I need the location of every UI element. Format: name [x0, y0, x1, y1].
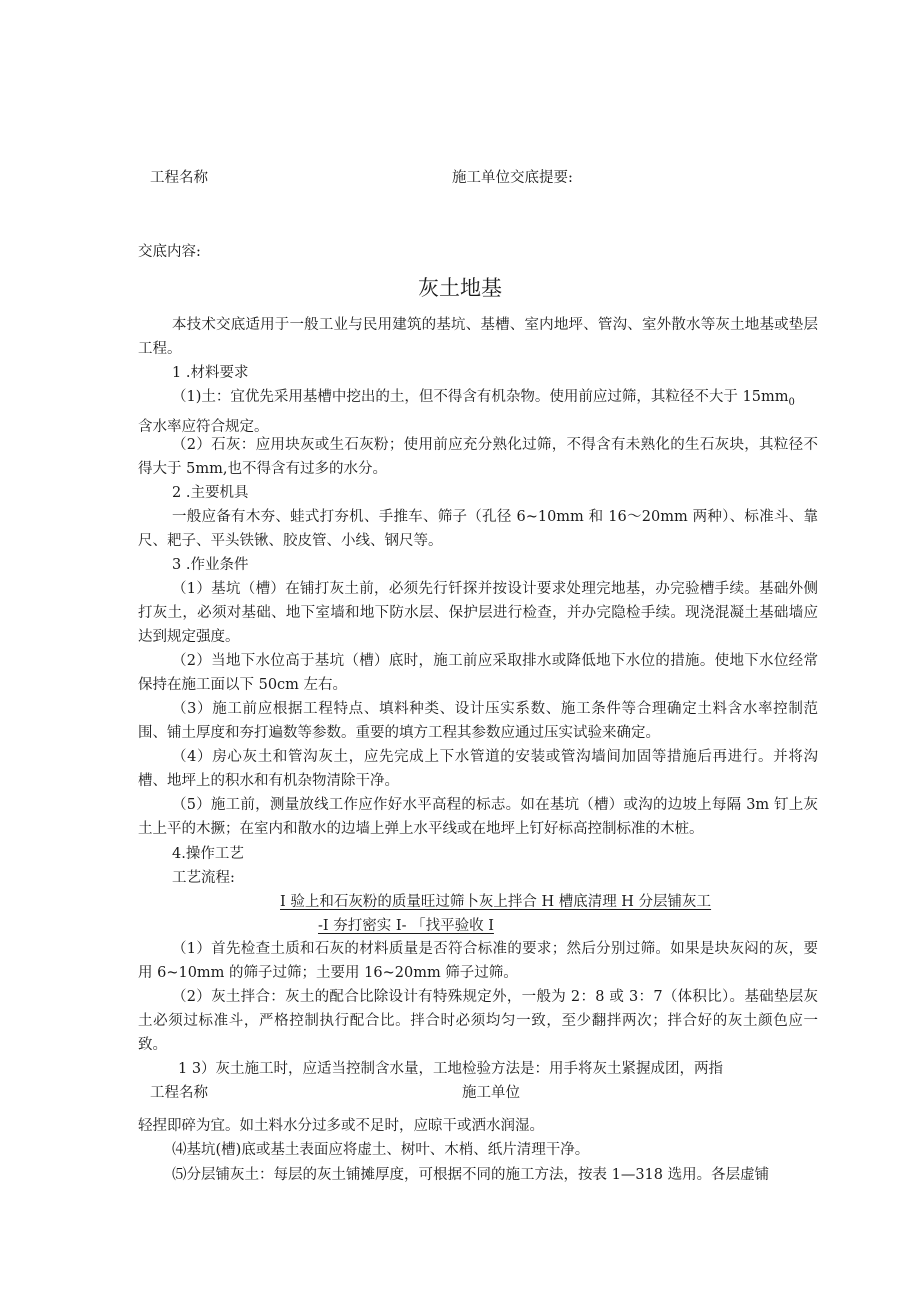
flow-line-1: I 验上和石灰粉的质量旺过筛卜灰上拌合 H 槽底清理 H 分层铺灰工	[280, 894, 712, 910]
section4-item2: （2）灰土拌合：灰土的配合比除设计有特殊规定外，一般为 2：8 或 3：7（体积比）。基础垫层灰土必须过标准斗，严格控制执行配合比。拌合时必须均匀一致，至少翻拌两次；拌合好的灰土颜色应一致。	[138, 989, 818, 1053]
intro-paragraph: 本技术交底适用于一般工业与民用建筑的基坑、基槽、室内地坪、管沟、室外散水等灰土地基或垫层工程。	[138, 317, 818, 357]
section1-item1	[138, 385, 818, 439]
section3-item2: （2）当地下水位高于基坑（槽）底时，施工前应采取排水或降低地下水位的措施。使地下水位经常保持在施工面以下 50cm 左右。	[138, 653, 818, 693]
continuation-line: 轻捏即碎为宜。如土料水分过多或不足时，应晾干或洒水润湿。	[138, 1118, 544, 1134]
project-name-label: 工程名称	[150, 170, 208, 186]
footer-unit-label: 施工单位	[462, 1085, 520, 1101]
flow-label: 工艺流程:	[172, 870, 235, 886]
section3-item4: （4）房心灰土和管沟灰土，应先完成上下水管道的安装或管沟墙间加固等措施后再进行。并将沟槽、地坪上的积水和有机杂物清除干净。	[138, 749, 818, 789]
section4-item5: ⑸分层铺灰土：每层的灰土铺摊厚度，可根据不同的施工方法，按表 1—318 选用。各层虚铺	[172, 1167, 770, 1183]
section1-heading: 1 .材料要求	[172, 365, 249, 381]
section4-heading: 4.操作工艺	[172, 846, 244, 862]
section2-heading: 2 .主要机具	[172, 485, 249, 501]
section4-item3: 1 3）灰土施工时，应适当控制含水量，工地检验方法是：用手将灰土紧握成团，两指	[178, 1061, 724, 1077]
section1-item1-text: （1)土：宜优先采用基槽中挖出的土，但不得含有机杂物。使用前应过筛，其粒径不大于 15mm	[172, 389, 789, 405]
content-label: 交底内容:	[138, 244, 201, 260]
unit-summary-label: 施工单位交底提要:	[452, 170, 573, 186]
footer-project-name-label: 工程名称	[150, 1085, 208, 1101]
section3-item5: （5）施工前，测量放线工作应作好水平高程的标志。如在基坑（槽）或沟的边坡上每隔 3m 钉上灰土上平的木撅；在室内和散水的边墙上弹上水平线或在地坪上钉好标高控制标准的木桩。	[138, 797, 818, 837]
section4-item4: ⑷基坑(槽)底或基土表面应将虚土、树叶、木梢、纸片清理干净。	[172, 1142, 590, 1158]
section1-item2: （2）石灰：应用块灰或生石灰粉；使用前应充分熟化过筛，不得含有未熟化的生石灰块，其粒径不得大于 5mm,也不得含有过多的水分。	[138, 437, 818, 477]
section4-item1: （1）首先检查土质和石灰的材料质量是否符合标准的要求；然后分别过筛。如果是块灰闷的灰，要用 6~10mm 的筛子过筛；土要用 16~20mm 筛子过筛。	[138, 941, 818, 981]
section1-item1-cont: 含水率应符合规定。	[138, 418, 269, 435]
page-title: 灰土地基	[418, 276, 502, 300]
section3-item1: （1）基坑（槽）在铺打灰土前，必须先行钎探并按设计要求处理完地基，办完验槽手续。基础外侧打灰土，必须对基础、地下室墙和地下防水层、保护层进行检查，并办完隐检手续。现浇混凝土基础墙应达到规定强度。	[138, 581, 818, 645]
section1-item1-sub: 0	[788, 396, 795, 408]
section3-item3: （3）施工前应根据工程特点、填料种类、设计压实系数、施工条件等合理确定土料含水率控制范围、铺土厚度和夯打遍数等参数。重要的填方工程其参数应通过压实试验来确定。	[138, 701, 818, 741]
section3-heading: 3 .作业条件	[172, 557, 249, 573]
section2-text: 一般应备有木夯、蛙式打夯机、手推车、筛子（孔径 6~10mm 和 16～20mm 两种）、标准斗、靠尺、耙子、平头铁锹、胶皮管、小线、钢尺等。	[138, 509, 818, 549]
flow-line-2: -I 夯打密实 I- 「找平验收 I	[318, 918, 494, 934]
